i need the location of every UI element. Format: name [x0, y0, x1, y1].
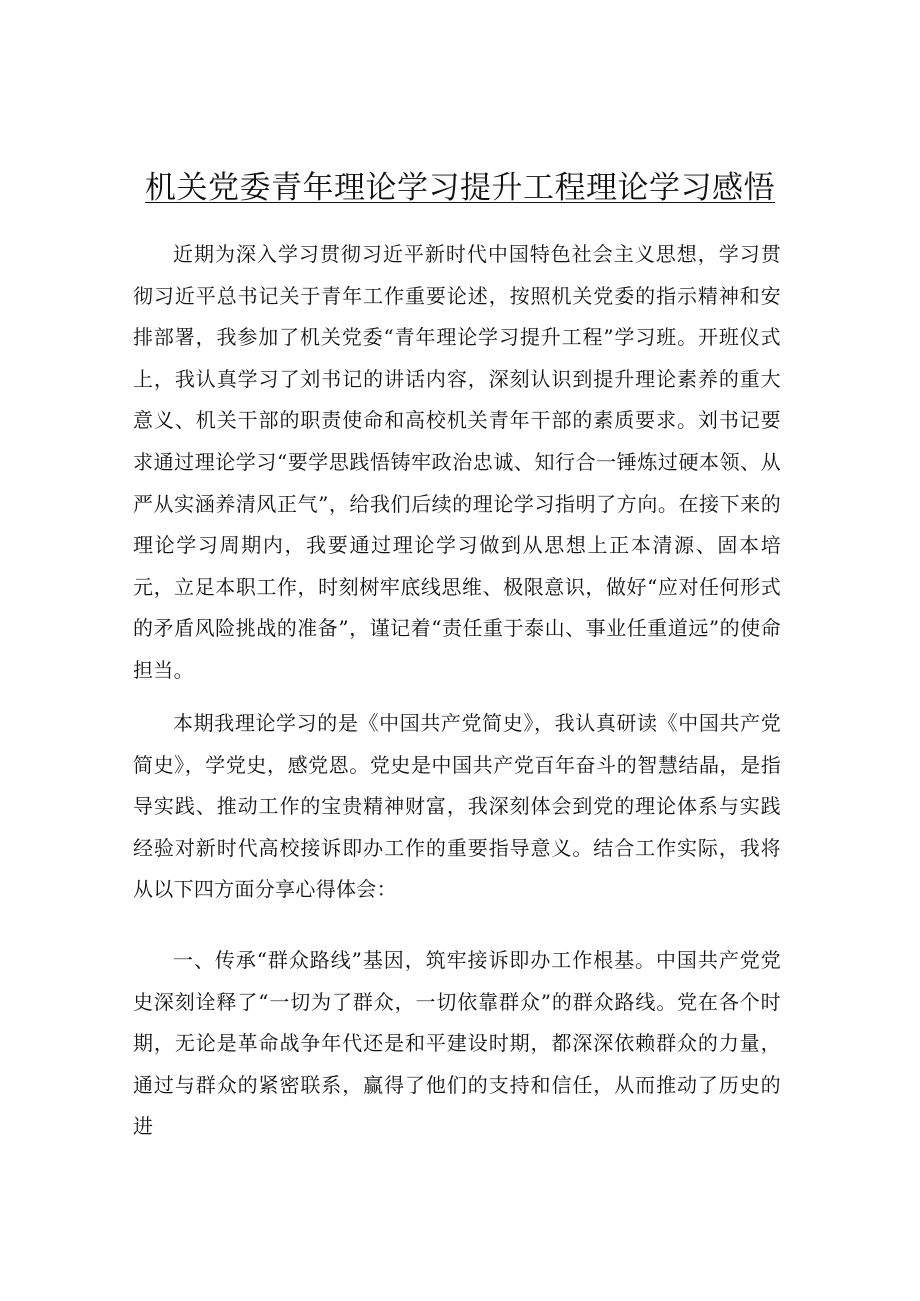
document-title: 机关党委青年理论学习提升工程理论学习感悟 [145, 170, 775, 206]
paragraph-intro: 近期为深入学习贯彻习近平新时代中国特色社会主义思想，学习贯彻习近平总书记关于青年工作重要论述，按照机关党委的指示精神和安排部署，我参加了机关党委“青年理论学习提升工程”学习班。开班仪式上，我认真学习了刘书记的讲话内容，深刻认识到提升理论素养的重大意义、机关干部的职责使命和高校机关青年干部的素质要求。刘书记要求通过理论学习“要学思践悟铸牢政治忠诚、知行合一锤炼过硬本领、从严从实涵养清风正气”，给我们后续的理论学习指明了方向。在接下来的理论学习周期内，我要通过理论学习做到从思想上正本清源、固本培元，立足本职工作，时刻树牢底线思维、极限意识，做好“应对任何形式的矛盾风险挑战的准备”，谨记着“责任重于泰山、事业任重道远”的使命担当。 [133, 242, 781, 682]
paragraph-study-book: 本期我理论学习的是《中国共产党简史》，我认真研读《中国共产党简史》，学党史，感党恩。党史是中国共产党百年奋斗的智慧结晶，是指导实践、推动工作的宝贵精神财富，我深刻体会到党的理论体系与实践经验对新时代高校接诉即办工作的重要指导意义。结合工作实际，我将从以下四方面分享心得体会： [133, 711, 781, 902]
paragraph-point-one: 一、传承“群众路线”基因，筑牢接诉即办工作根基。中国共产党党史深刻诠释了“一切为了群众，一切依靠群众”的群众路线。党在各个时期，无论是革命战争年代还是和平建设时期，都深深依赖群众的力量，通过与群众的紧密联系，赢得了他们的支持和信任，从而推动了历史的进 [133, 948, 781, 1139]
